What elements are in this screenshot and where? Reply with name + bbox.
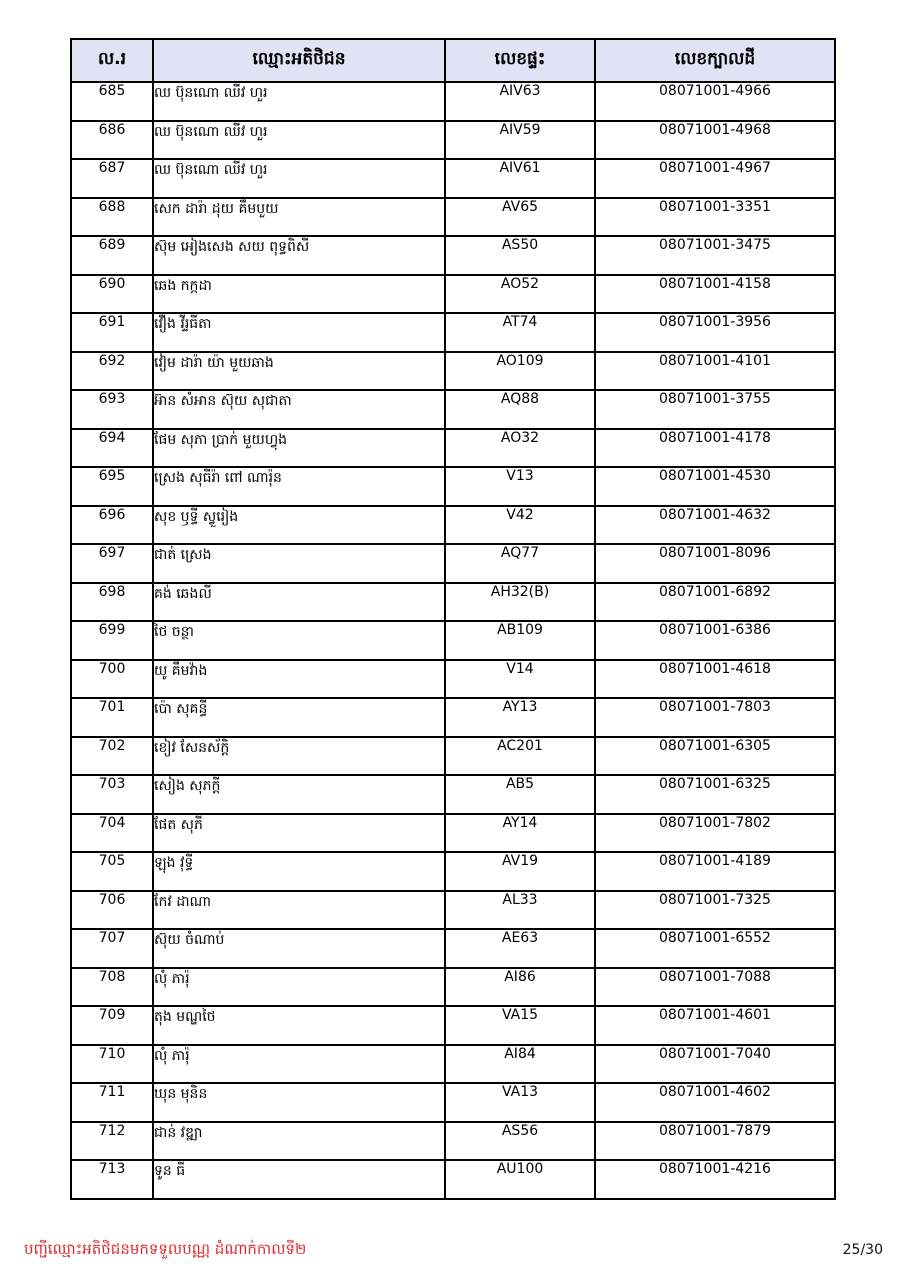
row-number: 690	[71, 275, 153, 314]
customer-name: ស៊ុម អៀងសេង សយ ពុទ្ធពិសី	[153, 236, 445, 275]
house-number: AL33	[445, 891, 595, 930]
row-number: 694	[71, 429, 153, 468]
customer-name: យូ គឹមវ៉ាង	[153, 660, 445, 699]
table-row	[71, 1122, 835, 1161]
row-number: 703	[71, 775, 153, 814]
customer-name: ឡុង វុទ្ធី	[153, 852, 445, 891]
land-parcel-number: 08071001-7088	[595, 968, 835, 1007]
table-row	[71, 429, 835, 468]
row-number: 687	[71, 159, 153, 198]
table-row	[71, 737, 835, 776]
table-row	[71, 390, 835, 429]
land-parcel-number: 08071001-6552	[595, 929, 835, 968]
table-row	[71, 275, 835, 314]
land-parcel-number: 08071001-7040	[595, 1045, 835, 1084]
land-parcel-number: 08071001-3755	[595, 390, 835, 429]
land-parcel-number: 08071001-4618	[595, 660, 835, 699]
row-number: 708	[71, 968, 153, 1007]
land-parcel-number: 08071001-7879	[595, 1122, 835, 1161]
table-row	[71, 852, 835, 891]
land-parcel-number: 08071001-3956	[595, 313, 835, 352]
customer-name: ជាន់ វឌ្ឍា	[153, 1122, 445, 1161]
land-parcel-number: 08071001-4216	[595, 1160, 835, 1199]
table-row	[71, 814, 835, 853]
house-number: AIV59	[445, 121, 595, 160]
table-row	[71, 313, 835, 352]
house-number: AC201	[445, 737, 595, 776]
table-row	[71, 544, 835, 583]
land-parcel-number: 08071001-3475	[595, 236, 835, 275]
row-number: 712	[71, 1122, 153, 1161]
land-parcel-number: 08071001-4967	[595, 159, 835, 198]
customer-name: សៀង សុភក្តី	[153, 775, 445, 814]
land-parcel-number: 08071001-4632	[595, 506, 835, 545]
house-number: AV19	[445, 852, 595, 891]
row-number: 693	[71, 390, 153, 429]
land-parcel-number: 08071001-6325	[595, 775, 835, 814]
table-row	[71, 660, 835, 699]
row-number: 686	[71, 121, 153, 160]
house-number: AB5	[445, 775, 595, 814]
table-row	[71, 506, 835, 545]
row-number: 702	[71, 737, 153, 776]
house-number: AS56	[445, 1122, 595, 1161]
table-row	[71, 968, 835, 1007]
header-name: ឈ្មោះអតិថិជន	[153, 39, 445, 82]
customer-name: ទូន ធី	[153, 1160, 445, 1199]
land-parcel-number: 08071001-6305	[595, 737, 835, 776]
house-number: AIV63	[445, 82, 595, 121]
house-number: AI86	[445, 968, 595, 1007]
table-row	[71, 929, 835, 968]
row-number: 705	[71, 852, 153, 891]
row-number: 713	[71, 1160, 153, 1199]
row-number: 696	[71, 506, 153, 545]
house-number: AT74	[445, 313, 595, 352]
land-parcel-number: 08071001-4601	[595, 1006, 835, 1045]
customer-name: ថៃ ចន្ថា	[153, 621, 445, 660]
land-parcel-number: 08071001-6386	[595, 621, 835, 660]
page-number: 25/30	[842, 1242, 883, 1258]
row-number: 706	[71, 891, 153, 930]
row-number: 685	[71, 82, 153, 121]
customer-name: សេក ដារ៉ា ដុយ គឹមបួយ	[153, 198, 445, 237]
footer-title: បញ្ជីឈ្មោះអតិថិជនមកទទួលបណ្ណ ដំណាក់កាលទី២	[24, 1240, 307, 1258]
table-row	[71, 698, 835, 737]
land-parcel-number: 08071001-8096	[595, 544, 835, 583]
land-parcel-number: 08071001-3351	[595, 198, 835, 237]
land-parcel-number: 08071001-7325	[595, 891, 835, 930]
row-number: 704	[71, 814, 153, 853]
land-parcel-number: 08071001-4101	[595, 352, 835, 391]
table-row	[71, 583, 835, 622]
house-number: AIV61	[445, 159, 595, 198]
table-row	[71, 467, 835, 506]
customer-name: គង់ ឆេងលី	[153, 583, 445, 622]
row-number: 707	[71, 929, 153, 968]
house-number: AS50	[445, 236, 595, 275]
table-row	[71, 1160, 835, 1199]
customer-name: តុង មណ្ឌថៃ	[153, 1006, 445, 1045]
row-number: 695	[71, 467, 153, 506]
row-number: 688	[71, 198, 153, 237]
header-house: លេខផ្ទះ	[445, 39, 595, 82]
table-row	[71, 1006, 835, 1045]
house-number: V13	[445, 467, 595, 506]
table-row	[71, 352, 835, 391]
house-number: VA15	[445, 1006, 595, 1045]
row-number: 698	[71, 583, 153, 622]
land-parcel-number: 08071001-4189	[595, 852, 835, 891]
header-row	[71, 39, 835, 82]
house-number: V42	[445, 506, 595, 545]
house-number: AO32	[445, 429, 595, 468]
house-number: AO109	[445, 352, 595, 391]
house-number: AO52	[445, 275, 595, 314]
house-number: AQ77	[445, 544, 595, 583]
customer-name: ឃុន មុនិន	[153, 1083, 445, 1122]
customer-name: ខៀវ សែនស័ក្តិ	[153, 737, 445, 776]
customer-table	[70, 38, 836, 1200]
land-parcel-number: 08071001-6892	[595, 583, 835, 622]
row-number: 700	[71, 660, 153, 699]
table-row	[71, 621, 835, 660]
customer-name: សុខ ឫទ្ធី ស្វួរៀង	[153, 506, 445, 545]
row-number: 699	[71, 621, 153, 660]
table-row	[71, 1083, 835, 1122]
house-number: AB109	[445, 621, 595, 660]
customer-name: ប៉ោ សុគន្ធី	[153, 698, 445, 737]
house-number: AE63	[445, 929, 595, 968]
table-row	[71, 236, 835, 275]
customer-name: វៀម ដារ៉ា យ៉ា មួយឆាង	[153, 352, 445, 391]
land-parcel-number: 08071001-4178	[595, 429, 835, 468]
header-land: លេខក្បាលដី	[595, 39, 835, 82]
house-number: AV65	[445, 198, 595, 237]
customer-name: លុំ ភារ៉ុ	[153, 1045, 445, 1084]
row-number: 692	[71, 352, 153, 391]
customer-name: ផែត សុភី	[153, 814, 445, 853]
land-parcel-number: 08071001-4158	[595, 275, 835, 314]
table-row	[71, 82, 835, 121]
row-number: 711	[71, 1083, 153, 1122]
row-number: 697	[71, 544, 153, 583]
customer-name: ឈ ប៊ុនណោ ឈីវ ហួរ	[153, 121, 445, 160]
row-number: 710	[71, 1045, 153, 1084]
land-parcel-number: 08071001-7802	[595, 814, 835, 853]
customer-name: កែវ ដាណា	[153, 891, 445, 930]
house-number: V14	[445, 660, 595, 699]
table-row	[71, 775, 835, 814]
land-parcel-number: 08071001-4968	[595, 121, 835, 160]
row-number: 689	[71, 236, 153, 275]
land-parcel-number: 08071001-4966	[595, 82, 835, 121]
house-number: AH32(B)	[445, 583, 595, 622]
row-number: 709	[71, 1006, 153, 1045]
customer-name: ស្រេង សុធីរ៉ា ពៅ ណារ៉ុន	[153, 467, 445, 506]
customer-name: ផែម សុភា ប្រាក់ មួយហ្វុង	[153, 429, 445, 468]
customer-name: វឿង វីរ្ទធីតា	[153, 313, 445, 352]
customer-name: ឈ ប៊ុនណោ ឈីវ ហួរ	[153, 82, 445, 121]
row-number: 701	[71, 698, 153, 737]
header-no: ល.រ	[71, 39, 153, 82]
house-number: VA13	[445, 1083, 595, 1122]
table-row	[71, 121, 835, 160]
row-number: 691	[71, 313, 153, 352]
customer-name: ឆេង កក្កដា	[153, 275, 445, 314]
house-number: AY13	[445, 698, 595, 737]
house-number: AQ88	[445, 390, 595, 429]
table-row	[71, 198, 835, 237]
house-number: AI84	[445, 1045, 595, 1084]
land-parcel-number: 08071001-4530	[595, 467, 835, 506]
land-parcel-number: 08071001-4602	[595, 1083, 835, 1122]
table-row	[71, 1045, 835, 1084]
house-number: AY14	[445, 814, 595, 853]
table-row	[71, 891, 835, 930]
customer-name: ឈ ប៊ុនណោ ឈីវ ហួរ	[153, 159, 445, 198]
land-parcel-number: 08071001-7803	[595, 698, 835, 737]
customer-name: អ៊ាន សំអាន ស៊ុយ សុជាតា	[153, 390, 445, 429]
table-row	[71, 159, 835, 198]
customer-name: ជាត់ ស្រេង	[153, 544, 445, 583]
house-number: AU100	[445, 1160, 595, 1199]
customer-name: លុំ ភារ៉ុ	[153, 968, 445, 1007]
customer-name: ស៊ុយ ចំណាប់	[153, 929, 445, 968]
